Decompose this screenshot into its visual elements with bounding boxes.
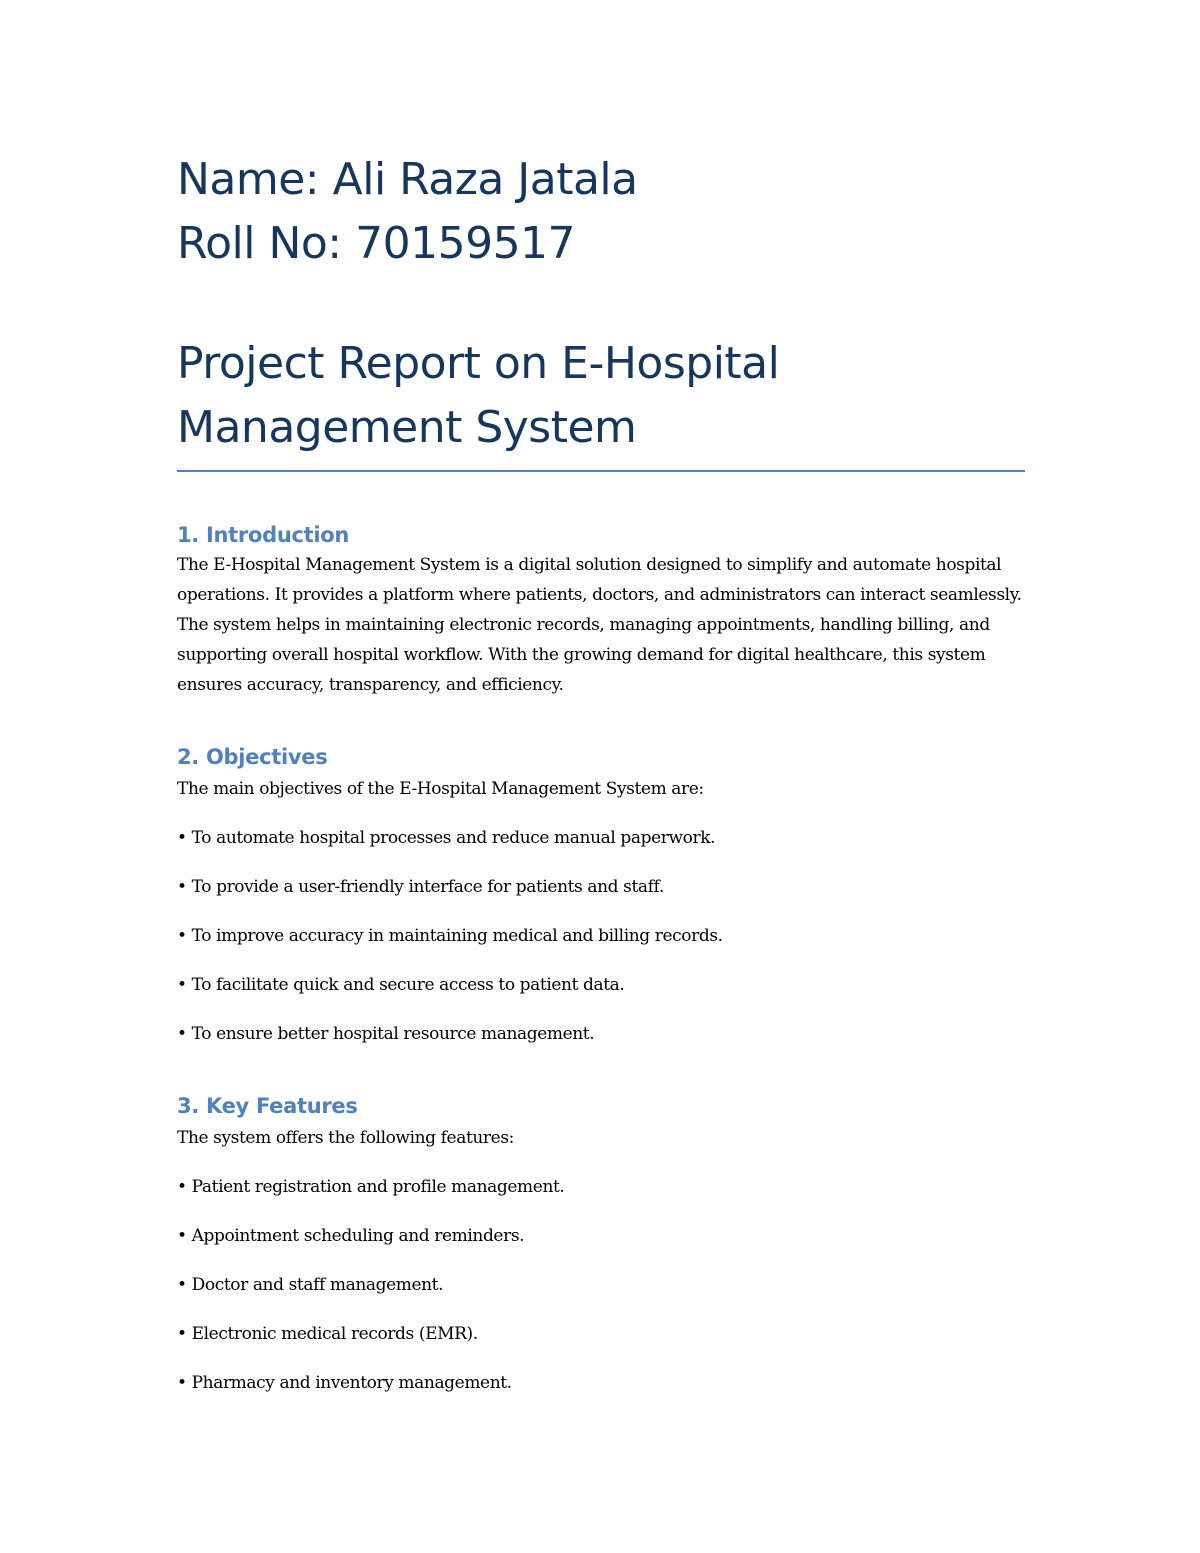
report-title-line-2: Management System [177,402,637,453]
list-item: • Doctor and staff management. [177,1275,444,1295]
report-title-line-1: Project Report on E-Hospital [177,338,780,389]
document-content [177,148,1025,1398]
list-item: • Pharmacy and inventory management. [177,1373,512,1393]
list-item: • To improve accuracy in maintaining medical and billing records. [177,926,723,946]
introduction-paragraph: The E-Hospital Management System is a digital solution designed to simplify and automate hospital operations. It provides a platform where patients, doctors, and administrators can interact seamlessly. The system helps in maintaining electronic records, managing appointments, handling billing, and supporting overall hospital workflow. With the growing demand for digital healthcare, this system ensures accuracy, transparency, and efficiency. [177,555,1022,695]
objectives-heading: 2. Objectives [177,745,328,769]
list-item: • Patient registration and profile management. [177,1177,565,1197]
objectives-list [177,823,1025,1049]
list-item: • To facilitate quick and secure access to patient data. [177,975,625,995]
student-name: Name: Ali Raza Jatala [177,154,638,205]
title-divider [177,470,1025,472]
list-item: • Appointment scheduling and reminders. [177,1226,525,1246]
list-item: • To provide a user-friendly interface for patients and staff. [177,877,664,897]
introduction-heading: 1. Introduction [177,523,350,547]
features-lead: The system offers the following features: [177,1128,514,1148]
roll-number: Roll No: 70159517 [177,218,576,269]
features-list [177,1172,1025,1398]
key-features-heading: 3. Key Features [177,1094,358,1118]
list-item: • To ensure better hospital resource management. [177,1024,595,1044]
list-item: • Electronic medical records (EMR). [177,1324,478,1344]
objectives-lead: The main objectives of the E-Hospital Management System are: [177,779,704,799]
list-item: • To automate hospital processes and reduce manual paperwork. [177,828,716,848]
report-title [177,332,1025,460]
